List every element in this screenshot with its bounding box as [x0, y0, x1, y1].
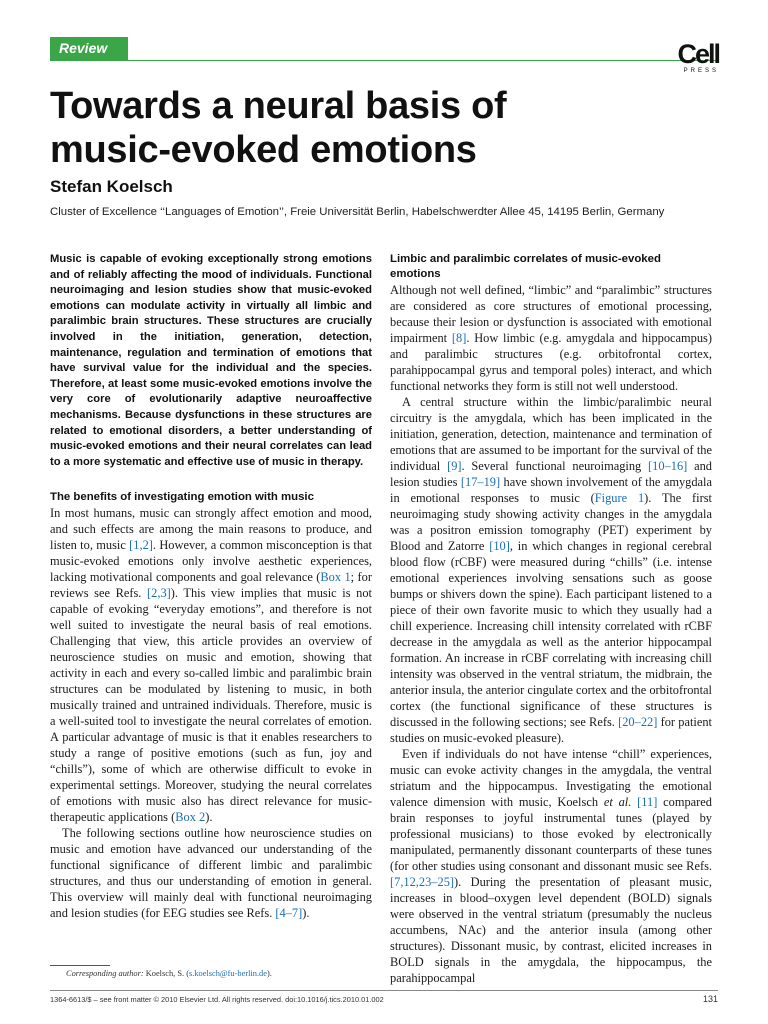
figure-link[interactable]: Figure 1 [594, 491, 645, 505]
section-badge-label: Review [59, 40, 108, 56]
title-line-1: Towards a neural basis of [50, 85, 507, 127]
section-heading-limbic: Limbic and paralimbic correlates of music-evoked emotions [390, 253, 661, 280]
article-title [50, 84, 710, 172]
citation-link[interactable]: [4–7] [275, 906, 303, 921]
citation-link[interactable]: [20–22] [618, 715, 658, 729]
article-author: Stefan Koelsch [50, 177, 173, 196]
box-link[interactable]: Box 1 [320, 570, 351, 585]
citation-link[interactable]: [10] [489, 539, 510, 553]
page-number: 131 [702, 994, 718, 1004]
citation-link[interactable]: [2,3] [147, 586, 171, 601]
corresponding-author-note: Corresponding author: Koelsch, S. (s.koelsch@fu-berlin.de). [66, 969, 272, 978]
citation-link[interactable]: [10–16] [648, 459, 688, 473]
citation-link[interactable]: [17–19] [460, 475, 501, 489]
citation-link[interactable]: [1,2] [129, 538, 153, 553]
box-link[interactable]: Box 2 [175, 810, 206, 825]
copyright-footer: 1364-6613/$ – see front matter © 2010 Elsevier Ltd. All rights reserved. doi:10.1016/j.tics.2010.01.002 [50, 995, 384, 1004]
footnote-rule [50, 965, 110, 966]
body-paragraph: In most humans, music can strongly affect emotion and mood, and such effects are among the main reasons to produce, and listen to, music [1,2]. However, a common misconception is that music-evoked emotions only involve aesthetic experiences, lacking motivational components and goal relevance (Box 1; for reviews see Refs. [2,3]). This view implies that music is not capable of evoking “everyday emotions”, and therefore is not well suited to investigate the neural basis of real emotions. Challenging that view, this article provides an overview of neuroscience studies on music and emotion, showing that activity in each and every so-called limbic and paralimbic brain structures can be modulated by listening to music, in both musically trained and untrained individuals. Therefore, music is a well-suited tool to investigate the neural correlates of emotion. A particular advantage of music is that it enables researchers to study a range of positive emotions (such as fun, joy and “chills”), some of which are otherwise difficult to evoke in experimental settings. Moreover, studying the neural correlates of emotions with music also has direct relevance for music-therapeutic applications (Box 2). [50, 506, 372, 825]
citation-link[interactable]: [9] [447, 459, 462, 473]
citation-link[interactable]: [8] [451, 331, 467, 345]
author-affiliation: Cluster of Excellence ‘‘Languages of Emotion’’, Freie Universität Berlin, Habelschwerdter Allee 45, 14195 Berlin, Germany [50, 206, 665, 218]
right-column [390, 252, 712, 986]
cell-press-logo [661, 40, 719, 78]
body-paragraph: Even if individuals do not have intense “chill” experiences, music can evoke activity changes in the amygdala, the ventral striatum and the hippocampus. Investigating the emotional valence dimension with music, Koelsch et al. [11] compared brain responses to joyful instrumental tunes (played by professional musicians) to those evoked by electronically manipulated, permanently dissonant counterparts of these tunes (for other studies using consonant and dissonant music see Refs. [7,12,23–25]). During the presentation of pleasant music, increases in blood–oxygen level dependent (BOLD) signals were observed in the ventral striatum (presumably the nucleus accumbens, NAc) and the anterior insula (among other structures). Dissonant music, by contrast, elicited increases in BOLD signals in the amygdala, the hippocampus, the parahippocampal [390, 747, 712, 985]
body-paragraph: The following sections outline how neuroscience studies on music and emotion have advanced our understanding of the functional significance of different limbic and paralimbic structures, and thus our understanding of emotion in general. This overview will mainly deal with functional neuroimaging and lesion studies (for EEG studies see Refs. [4–7]). [50, 826, 372, 921]
footer-rule [50, 990, 718, 991]
section-heading-benefits: The benefits of investigating emotion with music [50, 491, 314, 504]
header-rule [50, 60, 718, 61]
logo-wordmark: Cell [677, 39, 719, 69]
left-column [50, 252, 372, 921]
body-paragraph: Although not well defined, “limbic” and “paralimbic” structures are considered as core structures of emotional processing, because their lesion or dysfunction is associated with emotional impairment [8]. How limbic (e.g. amygdala and hippocampus) and paralimbic structures (e.g. orbitofrontal cortex, parahippocampal gyrus and temporal poles) interact, and which functional networks they form is still not well understood. [390, 283, 713, 393]
title-line-2: music-evoked emotions [50, 129, 477, 171]
logo-press-text: PRESS [683, 68, 719, 74]
citation-link[interactable]: [7,12,23–25] [390, 875, 455, 889]
citation-link[interactable]: [11] [637, 795, 658, 809]
email-link[interactable]: s.koelsch@fu-berlin.de [189, 969, 267, 978]
section-badge [50, 37, 128, 60]
abstract: Music is capable of evoking exceptionally strong emotions and of reliably affecting the mood of individuals. Functional neuroimaging and lesion studies show that music-evoked emotions can modulate activity in virtually all limbic and paralimbic brain structures. These structures are crucially involved in the initiation, generation, detection, maintenance, regulation and termination of emotions that have survival value for the individual and the species. Therefore, at least some music-evoked emotions involve the very core of evolutionarily adaptive neuroaffective mechanisms. Because dysfunctions in these structures are related to emotional disorders, a better understanding of music-evoked emotions and their neural correlates can lead to a more systematic and effective use of music in therapy. [50, 253, 372, 468]
body-paragraph: A central structure within the limbic/paralimbic neural circuitry is the amygdala, which has been implicated in the initiation, generation, detection, maintenance and termination of emotions that are assumed to be important for the survival of the individual [9]. Several functional neuroimaging [10–16] and lesion studies [17–19] have shown involvement of the amygdala in emotional responses to music (Figure 1). The first neuroimaging study showing activity changes in the amygdala was a positron emission tomography (PET) experiment by Blood and Zatorre [10], in which changes in regional cerebral blood flow (rCBF) were measured during “chills” (i.e. intense emotional experiences involving sensations such as goose bumps or shivers down the spine). Each participant listened to a piece of their own favorite music to which they usually had a chill experience. Increasing chill intensity correlated with rCBF decrease in the amygdala as well as the anterior hippocampal formation. An increase in rCBF correlating with increasing chill intensity was observed in the ventral striatum, the midbrain, the anterior insula, the anterior cingulate cortex and the orbitofrontal cortex (the functional significance of these structures is discussed in the following sections; see Refs. [20–22] for patient studies on music-evoked pleasure). [390, 395, 713, 745]
